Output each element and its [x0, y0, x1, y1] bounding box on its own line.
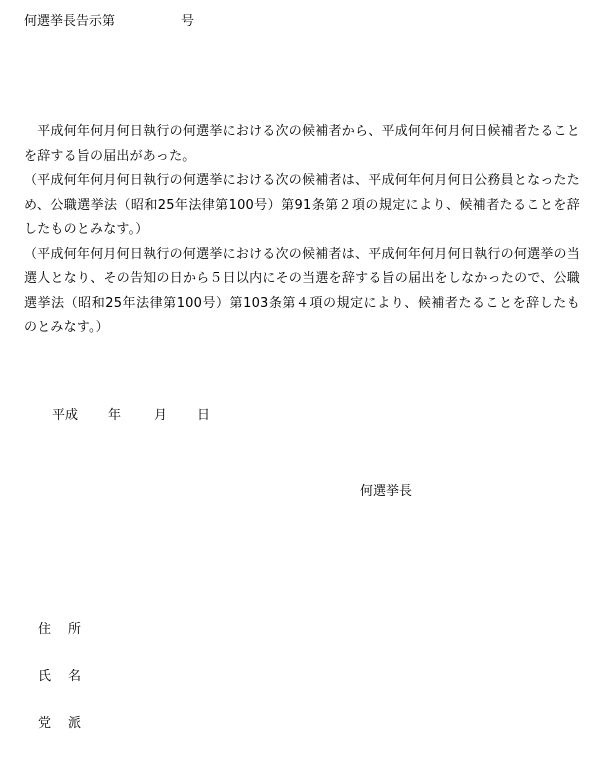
field-party-char-2: 派 [68, 716, 82, 731]
field-name [38, 665, 81, 712]
date-era: 平成 [52, 408, 79, 423]
notice-title-prefix: 何選挙長告示第 [24, 14, 116, 29]
notice-paragraph-1: 平成何年何月何日執行の何選挙における次の候補者から、平成何年何月何日候補者たることを辞する旨の届出があった。 [24, 124, 580, 164]
candidate-fields [38, 618, 81, 759]
field-address-char-2: 所 [68, 622, 82, 637]
field-name-char-1: 氏 [38, 669, 52, 684]
date-month: 月 [154, 408, 168, 423]
notice-paragraph-2: （平成何年何月何日執行の何選挙における次の候補者は、平成何年何月何日公務員となったため、公職選挙法（昭和25年法律第100号）第91条第２項の規定により、候補者たることを辞したものとみなす。） [24, 173, 580, 237]
official-title: 何選挙長 [360, 484, 413, 499]
notice-date [52, 404, 210, 423]
date-year: 年 [108, 408, 122, 423]
field-address-char-1: 住 [38, 622, 52, 637]
notice-header [24, 10, 194, 29]
notice-title-suffix: 号 [181, 14, 195, 29]
field-address [38, 618, 81, 665]
field-party-char-1: 党 [38, 716, 52, 731]
notice-paragraph-3: （平成何年何月何日執行の何選挙における次の候補者は、平成何年何月何日執行の何選挙の当選人となり、その告知の日から５日以内にその当選を辞する旨の届出をしなかったので、公職選挙法（昭和25年法律第100号）第103条第４項の規定により、候補者たることを辞したものとみなす。） [24, 246, 580, 335]
notice-body [24, 120, 580, 341]
field-party [38, 712, 81, 759]
field-name-char-2: 名 [68, 669, 82, 684]
date-day: 日 [197, 408, 211, 423]
